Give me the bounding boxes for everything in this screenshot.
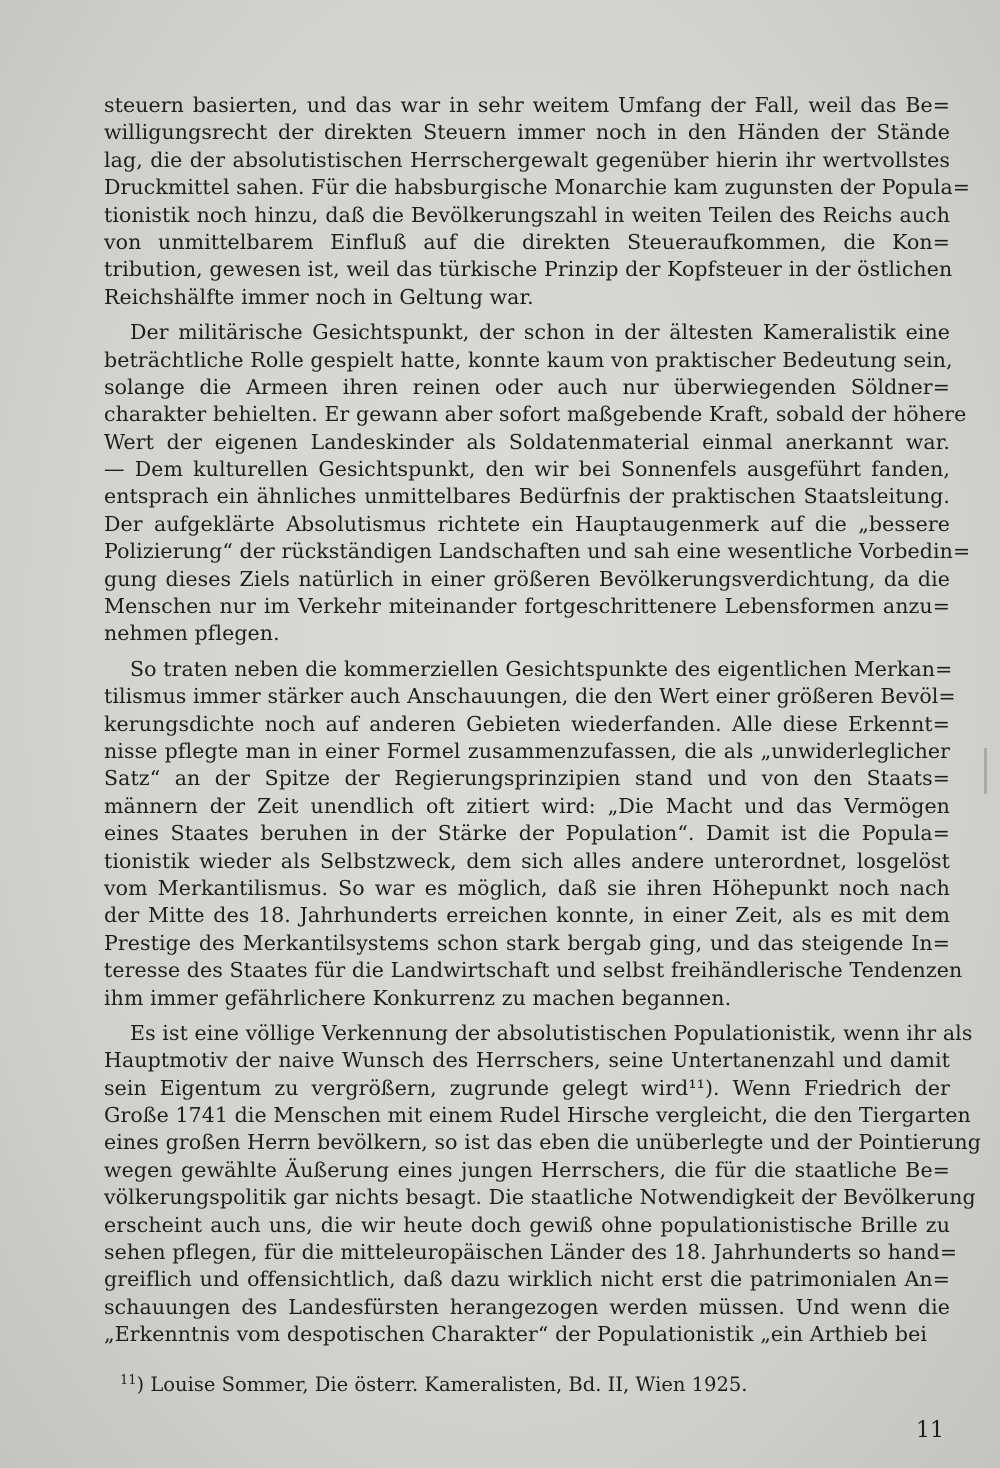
text-line: sein Eigentum zu vergrößern, zugrunde gelegt wird¹¹). Wenn Friedrich der: [104, 1075, 950, 1100]
text-line: Hauptmotiv der naive Wunsch des Herrschers, seine Untertanenzahl und damit: [104, 1048, 950, 1073]
paragraph: [104, 319, 971, 648]
text-line: tribution, gewesen ist, weil das türkische Prinzip der Kopfsteuer in der östlichen: [104, 257, 953, 282]
text-line: Druckmittel sahen. Für die habsburgische Monarchie kam zugunsten der Popula=: [104, 175, 971, 200]
text-line: „Erkenntnis vom despotischen Charakter“ der Populationistik „ein Arthieb bei: [104, 1322, 928, 1347]
text-line: steuern basierten, und das war in sehr weitem Umfang der Fall, weil das Be=: [104, 93, 950, 117]
text-line: eines Staates beruhen in der Stärke der Population“. Damit ist die Popula=: [104, 821, 950, 846]
text-line: tilismus immer stärker auch Anschauungen, die den Wert einer größeren Bevöl=: [104, 684, 956, 709]
text-line: männern der Zeit unendlich oft zitiert wird: „Die Macht und das Vermögen: [104, 793, 950, 818]
text-line: Reichshälfte immer noch in Geltung war.: [104, 284, 534, 309]
text-line: willigungsrecht der direkten Steuern immer noch in den Händen der Stände: [104, 120, 950, 145]
page-number: 11: [916, 1418, 944, 1443]
text-line: Es ist eine völlige Verkennung der absolutistischen Populationistik, wenn ihr als: [130, 1020, 973, 1045]
text-line: tionistik wieder als Selbstzweck, dem sich alles andere unterordnet, losgelöst: [104, 848, 950, 873]
text-line: Der militärische Gesichtspunkt, der schon in der ältesten Kameralistik eine: [130, 320, 950, 345]
text-line: solange die Armeen ihren reinen oder auch nur überwiegenden Söldner=: [104, 374, 950, 399]
text-line: Prestige des Merkantilsystems schon stark bergab ging, und das steigende In=: [104, 930, 950, 955]
paragraph: [104, 1020, 981, 1349]
text-line: wegen gewählte Äußerung eines jungen Herrschers, die für die staatliche Be=: [104, 1157, 950, 1182]
margin-mark: [984, 748, 987, 794]
text-line: Der aufgeklärte Absolutismus richtete ein Hauptaugenmerk auf die „bessere: [104, 511, 950, 536]
text-line: So traten neben die kommerziellen Gesichtspunkte des eigentlichen Merkan=: [130, 656, 953, 681]
text-line: kerungsdichte noch auf anderen Gebieten wiederfanden. Alle diese Erkennt=: [104, 711, 950, 736]
text-line: teresse des Staates für die Landwirtschaft und selbst freihändlerische Tendenzen: [104, 958, 963, 983]
text-line: schauungen des Landesfürsten herangezogen werden müssen. Und wenn die: [104, 1294, 950, 1319]
text-line: Menschen nur im Verkehr miteinander fortgeschrittenere Lebensformen anzu=: [104, 594, 950, 619]
text-line: greiflich und offensichtlich, daß dazu wirklich nicht erst die patrimonialen An=: [104, 1267, 950, 1292]
text-line: Satz“ an der Spitze der Regierungsprinzipien stand und von den Staats=: [104, 766, 950, 791]
text-line: nisse pflegte man in einer Formel zusammenzufassen, die als „unwiderleglicher: [104, 738, 950, 763]
text-line: nehmen pflegen.: [104, 621, 280, 646]
body-text: [104, 92, 981, 1357]
text-line: lag, die der absolutistischen Herrschergewalt gegenüber hierin ihr wertvollstes: [104, 147, 950, 172]
paragraph: [104, 92, 971, 311]
text-line: gung dieses Ziels natürlich in einer größeren Bevölkerungsverdichtung, da die: [104, 566, 950, 591]
text-line: Wert der eigenen Landeskinder als Soldatenmaterial einmal anerkannt war.: [104, 429, 950, 454]
text-line: erscheint auch uns, die wir heute doch gewiß ohne populationistische Brille zu: [104, 1212, 950, 1237]
text-line: Große 1741 die Menschen mit einem Rudel Hirsche vergleicht, die den Tiergarten: [104, 1103, 971, 1128]
text-line: der Mitte des 18. Jahrhunderts erreichen konnte, in einer Zeit, als es mit dem: [104, 903, 950, 928]
text-line: eines großen Herrn bevölkern, so ist das eben die unüberlegte und der Pointierung: [104, 1130, 981, 1155]
footnote-text: ) Louise Sommer, Die österr. Kameralisten, Bd. II, Wien 1925.: [136, 1373, 748, 1396]
text-line: beträchtliche Rolle gespielt hatte, konnte kaum von praktischer Bedeutung sein,: [104, 347, 953, 372]
text-line: völkerungspolitik gar nichts besagt. Die staatliche Notwendigkeit der Bevölkerung: [104, 1185, 976, 1210]
footnote-marker: 11: [120, 1373, 137, 1388]
text-line: vom Merkantilismus. So war es möglich, daß sie ihren Höhepunkt noch nach: [104, 875, 950, 900]
text-line: Polizierung“ der rückständigen Landschaften und sah eine wesentliche Vorbedin=: [104, 539, 971, 564]
text-line: entsprach ein ähnliches unmittelbares Bedürfnis der praktischen Staatsleitung.: [104, 484, 950, 509]
text-line: von unmittelbarem Einfluß auf die direkten Steueraufkommen, die Kon=: [104, 229, 950, 254]
footnote: [120, 1368, 747, 1398]
paragraph: [104, 656, 963, 1012]
text-line: sehen pflegen, für die mitteleuropäischen Länder des 18. Jahrhunderts so hand=: [104, 1240, 958, 1265]
text-line: ihm immer gefährlichere Konkurrenz zu machen begannen.: [104, 985, 732, 1010]
text-line: charakter behielten. Er gewann aber sofort maßgebende Kraft, sobald der höhere: [104, 402, 967, 427]
text-line: tionistik noch hinzu, daß die Bevölkerungszahl in weiten Teilen des Reichs auch: [104, 202, 950, 227]
text-line: — Dem kulturellen Gesichtspunkt, den wir bei Sonnenfels ausgeführt fanden,: [104, 457, 950, 482]
